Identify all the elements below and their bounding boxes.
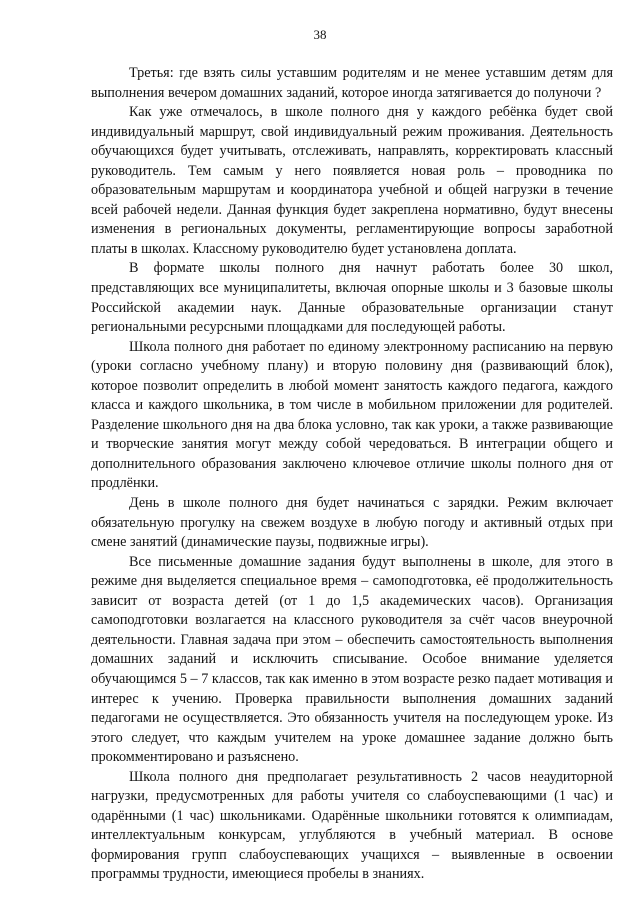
paragraph-2: Как уже отмечалось, в школе полного дня у каждого ребёнка будет свой индивидуальный маршрут, свой индивидуальный режим проживания. Деятельность обучающихся будет учитывать, отслеживать, направлять, корректировать классный руководитель. Тем самым у него появляется новая роль – проводника по образовательным маршрутам и координатора учебной и общей нагрузки в течение всей рабочей недели. Данная функция будет закреплена нормативно, будут внесены изменения в региональных документы, регламентирующие вопросы заработной платы в школах. Классному руководителю будет установлена доплата.	[91, 104, 613, 257]
paragraph-5: День в школе полного дня будет начинаться с зарядки. Режим включает обязательную прогулку на свежем воздухе в любую погоду и активный отдых при смене занятий (динамические паузы, подвижные игры).	[91, 495, 613, 551]
paragraph-7: Школа полного дня предполагает результативность 2 часов неаудиторной нагрузки, предусмотренных для работы учителя со слабоуспевающими (1 час) и одарёнными (1 час) школьниками. Одарённые школьники готовятся к олимпиадам, интеллектуальным конкурсам, углубляются в учебный материал. В основе формирования групп слабоуспевающих учащихся – выявленные в освоении программы трудности, имеющиеся пробелы в знаниях.	[91, 768, 613, 883]
paragraph-3: В формате школы полного дня начнут работать более 30 школ, представляющих все муниципалитеты, включая опорные школы и 3 базовые школы Российской академии наук. Данные образовательные организации станут региональными ресурсными площадками для последующей работы.	[91, 260, 613, 336]
paragraph-4: Школа полного дня работает по единому электронному расписанию на первую (уроки согласно учебному плану) и вторую половину дня (развивающий блок), которое позволит определить в любой момент занятость каждого педагога, каждого класса и каждого школьника, в том числе в мобильном приложении для родителей. Разделение школьного дня на два блока условно, так как уроки, а также развивающие и творческие занятия могут между собой чередоваться. В интеграции общего и дополнительного образования заключено ключевое отличие школы полного дня от продлёнки.	[91, 338, 613, 492]
document-body	[91, 64, 613, 885]
page-number: 38	[313, 27, 327, 42]
paragraph-1: Третья: где взять силы уставшим родителям и не менее уставшим детям для выполнения вечером домашних заданий, которое иногда затягивается до полуночи ?	[91, 65, 613, 101]
paragraph-6: Все письменные домашние задания будут выполнены в школе, для этого в режиме дня выделяется специальное время – самоподготовка, её продолжительность зависит от возраста детей (от 1 до 1,5 академических часов). Организация самоподготовки возлагается на классного руководителя за счёт часов внеурочной деятельности. Главная задача при этом – обеспечить самостоятельность выполнения домашних заданий и исключить списывание. Особое внимание уделяется обучающимся 5 – 7 классов, так как именно в этом возрасте резко падает мотивация и интерес к учению. Проверка правильности выполнения домашних заданий педагогами не осуществляется. Это обязанность учителя на последующем уроке. Из этого следует, что каждым учителем на уроке домашнее задание должно быть прокомментировано и разъяснено.	[91, 553, 613, 766]
